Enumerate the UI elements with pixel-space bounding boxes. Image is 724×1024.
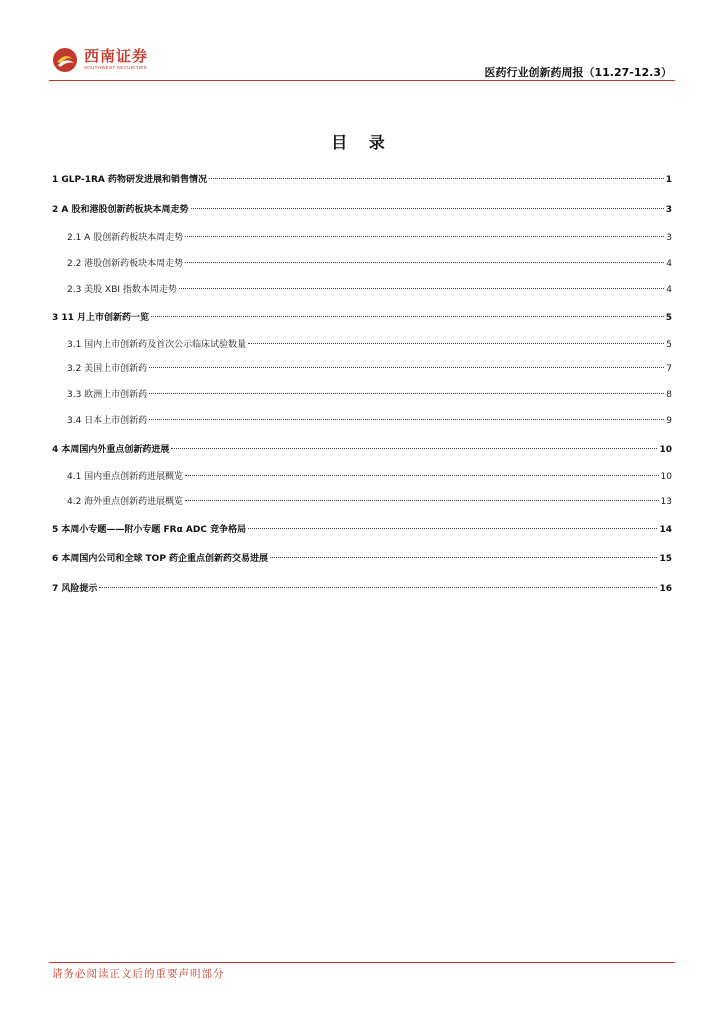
toc-entry[interactable] <box>52 202 672 218</box>
toc-entry-page: 13 <box>660 497 672 507</box>
toc-entry-page: 5 <box>666 340 672 350</box>
toc-dot-leader <box>209 177 664 179</box>
toc-subentry[interactable] <box>52 256 672 272</box>
logo-emblem-icon <box>52 47 78 73</box>
toc-entry-page: 15 <box>659 554 672 564</box>
toc-dot-leader <box>149 366 664 368</box>
toc-dot-leader <box>185 474 658 476</box>
toc-dot-leader <box>248 342 664 344</box>
toc-entry-title: 1 GLP-1RA 药物研发进展和销售情况 <box>52 175 207 185</box>
toc-entry-title: 2 A 股和港股创新药板块本周走势 <box>52 205 189 215</box>
toc-dot-leader <box>179 287 664 289</box>
toc-entry-title: 3.1 国内上市创新药及首次公示临床试验数量 <box>67 340 247 350</box>
toc-entry-title: 2.2 港股创新药板块本周走势 <box>67 259 184 269</box>
toc-dot-leader <box>151 315 664 317</box>
toc-entry-page: 10 <box>660 472 672 482</box>
toc-entry-title: 4.1 国内重点创新药进展概览 <box>67 472 184 482</box>
logo-chinese-name: 西南证券 <box>84 47 149 66</box>
toc-entry-page: 10 <box>659 445 672 455</box>
toc-entry-title: 3.2 美国上市创新药 <box>67 364 148 374</box>
logo-english-name: SOUTHWEST SECURITIES <box>84 65 147 71</box>
toc-entry-page: 7 <box>666 364 672 374</box>
toc-entry-title: 3.4 日本上市创新药 <box>67 416 148 426</box>
toc-dot-leader <box>149 418 664 420</box>
toc-heading: 目 录 <box>331 133 393 152</box>
header-divider <box>49 80 675 81</box>
toc-entry[interactable] <box>52 522 672 538</box>
toc-dot-leader <box>270 556 657 558</box>
toc-entry-page: 14 <box>659 525 672 535</box>
toc-dot-leader <box>185 235 664 237</box>
toc-entry[interactable] <box>52 442 672 458</box>
toc-entry-page: 4 <box>666 259 672 269</box>
toc-entry-title: 6 本周国内公司和全球 TOP 药企重点创新药交易进展 <box>52 554 269 564</box>
toc-entry-title: 3 11 月上市创新药一览 <box>52 313 150 323</box>
toc-dot-leader <box>248 527 657 529</box>
toc-entry-page: 3 <box>665 205 672 215</box>
toc-entry-page: 5 <box>665 313 672 323</box>
toc-entry-page: 3 <box>666 233 672 243</box>
toc-dot-leader <box>185 499 658 501</box>
toc-dot-leader <box>99 586 657 588</box>
toc-subentry[interactable] <box>52 469 672 485</box>
toc-entry-page: 9 <box>666 416 672 426</box>
toc-entry-title: 3.3 欧洲上市创新药 <box>67 390 148 400</box>
company-logo <box>52 44 148 76</box>
toc-entry-title: 4 本周国内外重点创新药进展 <box>52 445 170 455</box>
toc-entry-page: 1 <box>665 175 672 185</box>
toc-subentry[interactable] <box>52 361 672 377</box>
toc-entry[interactable] <box>52 581 672 597</box>
toc-entry[interactable] <box>52 172 672 188</box>
footer-divider <box>49 962 675 963</box>
toc-dot-leader <box>191 207 664 209</box>
toc-subentry[interactable] <box>52 282 672 298</box>
toc-subentry[interactable] <box>52 337 672 353</box>
toc-entry-title: 4.2 海外重点创新药进展概览 <box>67 497 184 507</box>
toc-subentry[interactable] <box>52 387 672 403</box>
toc-entry-title: 2.1 A 股创新药板块本周走势 <box>67 233 184 243</box>
toc-dot-leader <box>171 447 657 449</box>
toc-entry-page: 16 <box>659 584 672 594</box>
toc-entry[interactable] <box>52 551 672 567</box>
disclaimer-note: 请务必阅读正文后的重要声明部分 <box>52 968 225 980</box>
toc-subentry[interactable] <box>52 230 672 246</box>
toc-entry-page: 4 <box>666 285 672 295</box>
toc-entry-title: 2.3 美股 XBI 指数本周走势 <box>67 285 177 295</box>
toc-entry[interactable] <box>52 310 672 326</box>
toc-subentry[interactable] <box>52 413 672 429</box>
toc-entry-title: 5 本周小专题——附小专题 FRα ADC 竞争格局 <box>52 525 247 535</box>
toc-entry-title: 7 风险提示 <box>52 584 98 594</box>
toc-subentry[interactable] <box>52 494 672 510</box>
toc-entry-page: 8 <box>666 390 672 400</box>
report-title: 医药行业创新药周报（11.27-12.3） <box>484 66 672 79</box>
toc-dot-leader <box>149 392 664 394</box>
toc-dot-leader <box>185 261 664 263</box>
